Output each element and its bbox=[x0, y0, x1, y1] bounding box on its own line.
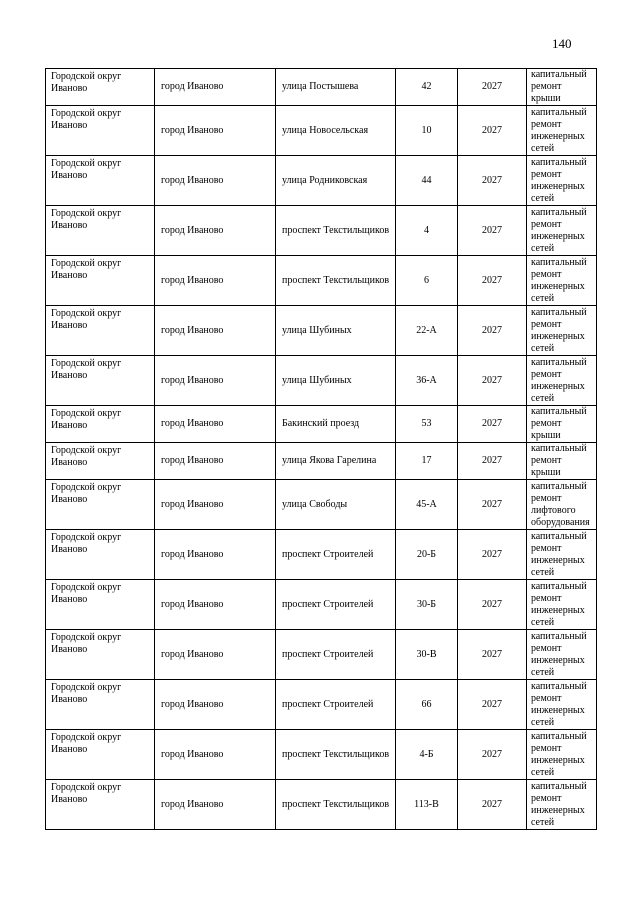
district-cell: Городской округ Иваново bbox=[46, 406, 155, 443]
year-cell: 2027 bbox=[458, 406, 527, 443]
house-number-cell: 45-А bbox=[396, 480, 458, 530]
house-number-cell: 53 bbox=[396, 406, 458, 443]
table-row bbox=[46, 730, 597, 780]
district-cell: Городской округ Иваново bbox=[46, 480, 155, 530]
year-cell: 2027 bbox=[458, 356, 527, 406]
house-number-cell: 17 bbox=[396, 443, 458, 480]
street-cell: проспект Строителей bbox=[276, 530, 396, 580]
street-cell: проспект Текстильщиков bbox=[276, 780, 396, 830]
city-cell: город Иваново bbox=[155, 306, 276, 356]
street-cell: проспект Строителей bbox=[276, 630, 396, 680]
table-row bbox=[46, 630, 597, 680]
city-cell: город Иваново bbox=[155, 156, 276, 206]
year-cell: 2027 bbox=[458, 580, 527, 630]
table-row bbox=[46, 443, 597, 480]
house-number-cell: 30-В bbox=[396, 630, 458, 680]
city-cell: город Иваново bbox=[155, 443, 276, 480]
district-cell: Городской округ Иваново bbox=[46, 580, 155, 630]
house-number-cell: 36-А bbox=[396, 356, 458, 406]
house-number-cell: 4-Б bbox=[396, 730, 458, 780]
table-row bbox=[46, 780, 597, 830]
year-cell: 2027 bbox=[458, 780, 527, 830]
table-row bbox=[46, 156, 597, 206]
house-number-cell: 6 bbox=[396, 256, 458, 306]
city-cell: город Иваново bbox=[155, 356, 276, 406]
house-number-cell: 20-Б bbox=[396, 530, 458, 580]
house-number-cell: 22-А bbox=[396, 306, 458, 356]
year-cell: 2027 bbox=[458, 443, 527, 480]
street-cell: улица Шубиных bbox=[276, 356, 396, 406]
page-number: 140 bbox=[552, 36, 572, 51]
street-cell: улица Шубиных bbox=[276, 306, 396, 356]
work-type-cell: капитальный ремонт инженерных сетей bbox=[527, 156, 597, 206]
house-number-cell: 10 bbox=[396, 106, 458, 156]
city-cell: город Иваново bbox=[155, 69, 276, 106]
district-cell: Городской округ Иваново bbox=[46, 306, 155, 356]
city-cell: город Иваново bbox=[155, 406, 276, 443]
city-cell: город Иваново bbox=[155, 630, 276, 680]
street-cell: проспект Текстильщиков bbox=[276, 256, 396, 306]
district-cell: Городской округ Иваново bbox=[46, 356, 155, 406]
district-cell: Городской округ Иваново bbox=[46, 443, 155, 480]
city-cell: город Иваново bbox=[155, 780, 276, 830]
house-number-cell: 66 bbox=[396, 680, 458, 730]
street-cell: улица Постышева bbox=[276, 69, 396, 106]
district-cell: Городской округ Иваново bbox=[46, 780, 155, 830]
district-cell: Городской округ Иваново bbox=[46, 530, 155, 580]
house-number-cell: 113-В bbox=[396, 780, 458, 830]
work-type-cell: капитальный ремонт лифтового оборудования bbox=[527, 480, 597, 530]
street-cell: улица Родниковская bbox=[276, 156, 396, 206]
city-cell: город Иваново bbox=[155, 580, 276, 630]
city-cell: город Иваново bbox=[155, 730, 276, 780]
work-type-cell: капитальный ремонт крыши bbox=[527, 443, 597, 480]
district-cell: Городской округ Иваново bbox=[46, 630, 155, 680]
city-cell: город Иваново bbox=[155, 530, 276, 580]
table-row bbox=[46, 530, 597, 580]
table-row bbox=[46, 406, 597, 443]
work-type-cell: капитальный ремонт крыши bbox=[527, 69, 597, 106]
city-cell: город Иваново bbox=[155, 106, 276, 156]
table-row bbox=[46, 206, 597, 256]
city-cell: город Иваново bbox=[155, 480, 276, 530]
work-type-cell: капитальный ремонт крыши bbox=[527, 406, 597, 443]
table-row bbox=[46, 480, 597, 530]
year-cell: 2027 bbox=[458, 306, 527, 356]
year-cell: 2027 bbox=[458, 156, 527, 206]
work-type-cell: капитальный ремонт инженерных сетей bbox=[527, 530, 597, 580]
district-cell: Городской округ Иваново bbox=[46, 156, 155, 206]
street-cell: проспект Строителей bbox=[276, 580, 396, 630]
year-cell: 2027 bbox=[458, 530, 527, 580]
street-cell: улица Свободы bbox=[276, 480, 396, 530]
street-cell: Бакинский проезд bbox=[276, 406, 396, 443]
work-type-cell: капитальный ремонт инженерных сетей bbox=[527, 206, 597, 256]
house-number-cell: 30-Б bbox=[396, 580, 458, 630]
district-cell: Городской округ Иваново bbox=[46, 206, 155, 256]
table-row bbox=[46, 580, 597, 630]
street-cell: проспект Текстильщиков bbox=[276, 730, 396, 780]
house-number-cell: 4 bbox=[396, 206, 458, 256]
year-cell: 2027 bbox=[458, 69, 527, 106]
district-cell: Городской округ Иваново bbox=[46, 730, 155, 780]
year-cell: 2027 bbox=[458, 680, 527, 730]
table-row bbox=[46, 680, 597, 730]
year-cell: 2027 bbox=[458, 256, 527, 306]
street-cell: улица Якова Гарелина bbox=[276, 443, 396, 480]
year-cell: 2027 bbox=[458, 206, 527, 256]
work-type-cell: капитальный ремонт инженерных сетей bbox=[527, 356, 597, 406]
work-type-cell: капитальный ремонт инженерных сетей bbox=[527, 256, 597, 306]
table-row bbox=[46, 106, 597, 156]
repair-schedule-table bbox=[45, 68, 597, 830]
table-row bbox=[46, 306, 597, 356]
district-cell: Городской округ Иваново bbox=[46, 680, 155, 730]
work-type-cell: капитальный ремонт инженерных сетей bbox=[527, 580, 597, 630]
house-number-cell: 44 bbox=[396, 156, 458, 206]
year-cell: 2027 bbox=[458, 730, 527, 780]
work-type-cell: капитальный ремонт инженерных сетей bbox=[527, 306, 597, 356]
city-cell: город Иваново bbox=[155, 206, 276, 256]
work-type-cell: капитальный ремонт инженерных сетей bbox=[527, 730, 597, 780]
district-cell: Городской округ Иваново bbox=[46, 256, 155, 306]
table-row bbox=[46, 356, 597, 406]
work-type-cell: капитальный ремонт инженерных сетей bbox=[527, 630, 597, 680]
street-cell: улица Новосельская bbox=[276, 106, 396, 156]
house-number-cell: 42 bbox=[396, 69, 458, 106]
table-row bbox=[46, 69, 597, 106]
street-cell: проспект Строителей bbox=[276, 680, 396, 730]
year-cell: 2027 bbox=[458, 106, 527, 156]
city-cell: город Иваново bbox=[155, 256, 276, 306]
work-type-cell: капитальный ремонт инженерных сетей bbox=[527, 780, 597, 830]
work-type-cell: капитальный ремонт инженерных сетей bbox=[527, 680, 597, 730]
table-row bbox=[46, 256, 597, 306]
table-body bbox=[46, 69, 597, 830]
city-cell: город Иваново bbox=[155, 680, 276, 730]
year-cell: 2027 bbox=[458, 480, 527, 530]
street-cell: проспект Текстильщиков bbox=[276, 206, 396, 256]
district-cell: Городской округ Иваново bbox=[46, 69, 155, 106]
year-cell: 2027 bbox=[458, 630, 527, 680]
work-type-cell: капитальный ремонт инженерных сетей bbox=[527, 106, 597, 156]
district-cell: Городской округ Иваново bbox=[46, 106, 155, 156]
